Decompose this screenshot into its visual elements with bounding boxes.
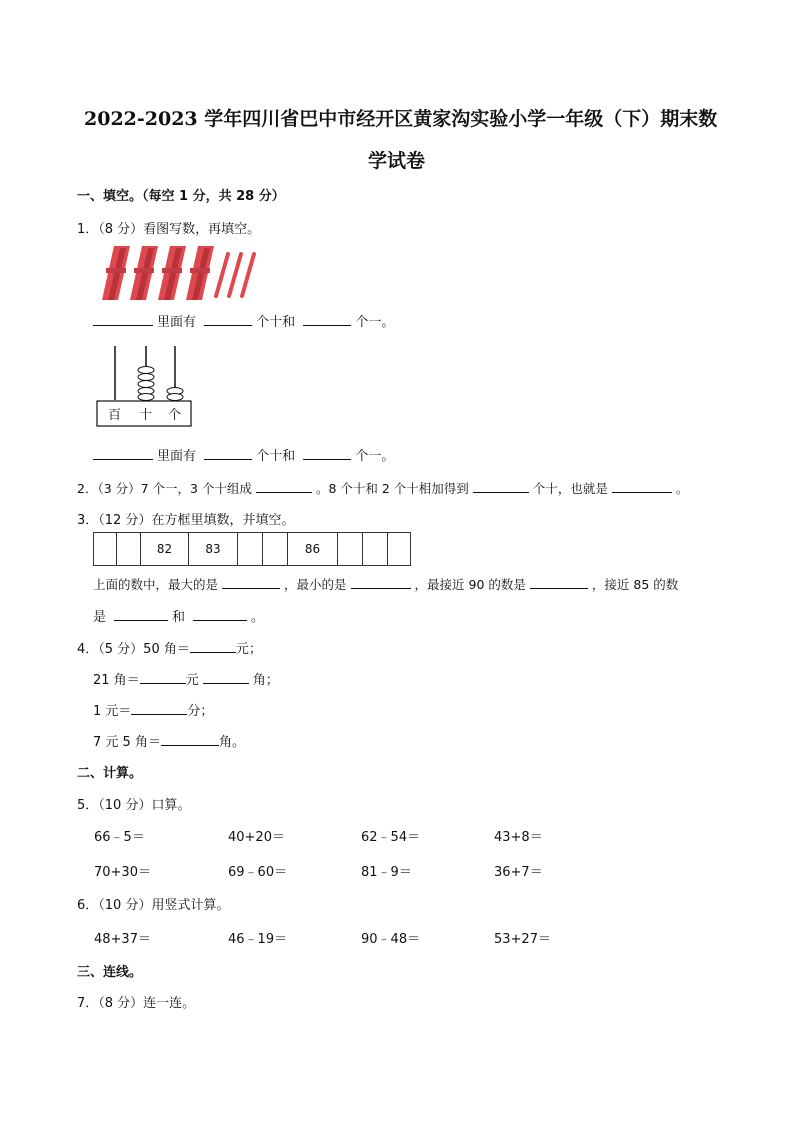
answer-blank[interactable] — [203, 671, 249, 684]
answer-blank[interactable] — [93, 313, 153, 326]
answer-blank[interactable] — [204, 313, 252, 326]
section-heading-fill: 一、填空。（每空 1 分，共 28 分） — [77, 189, 285, 204]
calc-item: 70+30＝ — [94, 865, 151, 880]
answer-blank[interactable] — [93, 447, 153, 460]
grid-cell[interactable] — [238, 533, 263, 565]
number-grid — [93, 532, 411, 566]
calc-item: 81﹣9＝ — [361, 865, 412, 880]
answer-blank[interactable] — [190, 640, 236, 653]
calc-item: 46﹣19＝ — [228, 932, 288, 947]
question-1-line-a: 里面有 个十和 个一。 — [93, 311, 394, 330]
abacus-beads-tens — [138, 367, 154, 401]
question-7-text: 7．（8 分）连一连。 — [77, 996, 196, 1011]
abacus-label-tens: 十 — [139, 408, 153, 423]
grid-cell[interactable] — [363, 533, 388, 565]
section-heading-calc: 二、计算。 — [77, 766, 143, 781]
question-3-text: 3．（12 分）在方框里填数，并填空。 — [77, 513, 295, 528]
answer-blank[interactable] — [612, 480, 672, 493]
calc-item: 43+8＝ — [494, 830, 543, 845]
answer-blank[interactable] — [303, 313, 351, 326]
question-4-line1: 4．（5 分）50 角＝ 元； — [77, 642, 262, 657]
grid-cell[interactable] — [94, 533, 117, 565]
grid-cell: 82 — [141, 533, 189, 565]
answer-blank[interactable] — [351, 576, 411, 589]
sticks-bundle-image — [96, 240, 266, 302]
grid-cell: 86 — [288, 533, 338, 565]
answer-blank[interactable] — [114, 608, 168, 621]
stick-bundle — [158, 246, 186, 300]
question-4-line4: 7 元 5 角＝ 角。 — [93, 735, 245, 750]
calc-item: 69﹣60＝ — [228, 865, 288, 880]
abacus-label-ones: 个 — [168, 408, 182, 423]
answer-blank[interactable] — [131, 702, 187, 715]
page-title-line2: 学试卷 — [368, 150, 426, 172]
question-4-line3: 1 元＝ 分； — [93, 704, 214, 719]
calc-item: 90﹣48＝ — [361, 932, 421, 947]
question-2: 2．（3 分）7 个一，3 个十组成 。8 个十和 2 个十相加得到 个十，也就是 。 — [77, 481, 689, 496]
answer-blank[interactable] — [222, 576, 280, 589]
abacus-label-hundreds: 百 — [108, 408, 122, 423]
stick-bundle — [186, 246, 214, 300]
calc-item: 36+7＝ — [494, 865, 543, 880]
stick-bundle — [130, 246, 158, 300]
grid-cell[interactable] — [117, 533, 141, 565]
answer-blank[interactable] — [193, 608, 247, 621]
grid-cell[interactable] — [338, 533, 363, 565]
answer-blank[interactable] — [140, 671, 186, 684]
single-sticks — [216, 254, 254, 296]
question-3-line2: 是 和 。 — [93, 610, 265, 625]
stick-bundle — [102, 246, 130, 300]
answer-blank[interactable] — [473, 480, 529, 493]
page-title-line1: 2022-2023 学年四川省巴中市经开区黄家沟实验小学一年级（下）期末数 — [84, 108, 718, 130]
answer-blank[interactable] — [161, 733, 219, 746]
calc-item: 62﹣54＝ — [361, 830, 421, 845]
question-1-text: 1．（8 分）看图写数，再填空。 — [77, 222, 261, 237]
answer-blank[interactable] — [256, 480, 312, 493]
answer-blank[interactable] — [530, 576, 588, 589]
grid-cell: 83 — [189, 533, 238, 565]
answer-blank[interactable] — [303, 447, 351, 460]
calc-item: 66﹣5＝ — [94, 830, 145, 845]
calc-item: 48+37＝ — [94, 932, 151, 947]
abacus-beads-ones — [167, 388, 183, 401]
calc-item: 53+27＝ — [494, 932, 551, 947]
section-heading-match: 三、连线。 — [77, 965, 143, 980]
question-6-text: 6．（10 分）用竖式计算。 — [77, 898, 230, 913]
grid-cell[interactable] — [263, 533, 288, 565]
answer-blank[interactable] — [204, 447, 252, 460]
question-1-line-b: 里面有 个十和 个一。 — [93, 445, 394, 464]
calc-item: 40+20＝ — [228, 830, 285, 845]
grid-cell[interactable] — [388, 533, 410, 565]
question-5-text: 5．（10 分）口算。 — [77, 798, 191, 813]
question-3-line1: 上面的数中，最大的是 ，最小的是 ，最接近 90 的数是 ，接近 85 的数 — [93, 577, 679, 592]
question-4-line2: 21 角＝ 元 角； — [93, 673, 279, 688]
